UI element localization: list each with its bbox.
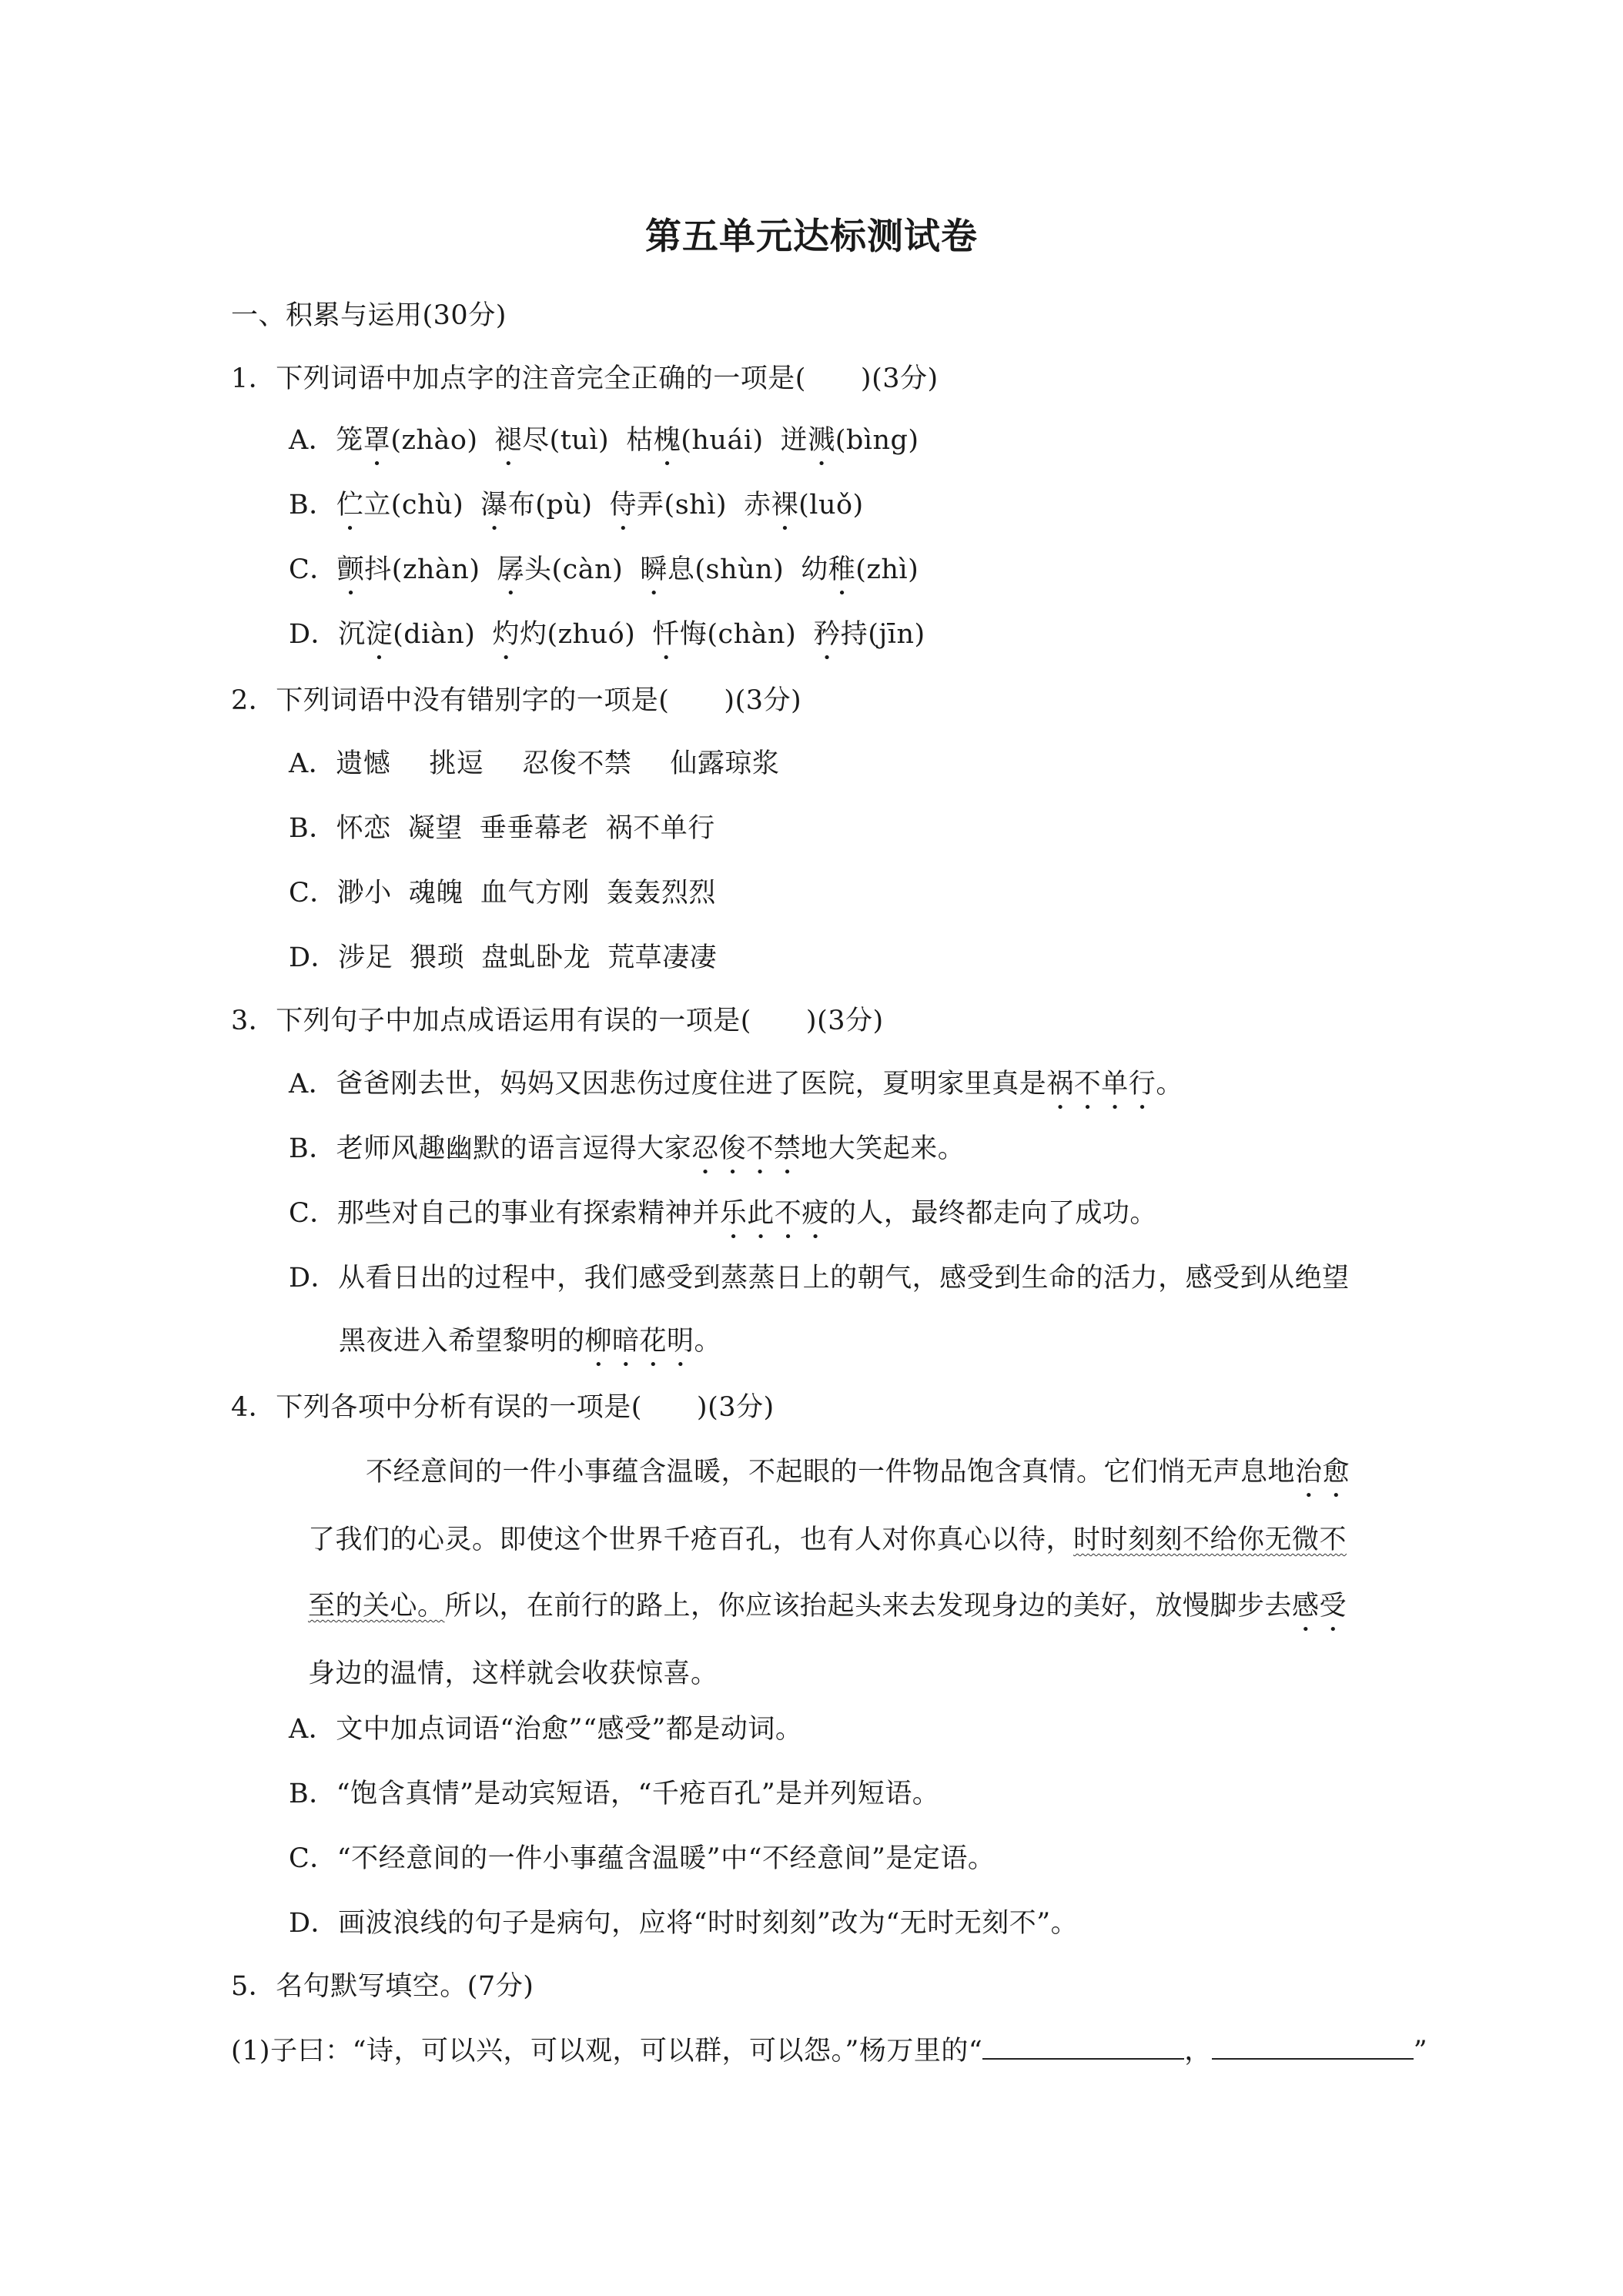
option-label: A． (289, 425, 336, 456)
option-label: D． (289, 619, 339, 650)
question-3-stem: 3．下列句子中加点成语运用有误的一项是( )(3分) (231, 1006, 884, 1036)
q1-option-c[interactable]: C．颤抖(zhàn) 孱头(càn) 瞬息(shùn) 幼稚(zhì) (289, 554, 919, 585)
wavy-underlined-sentence: 时时刻刻不给你无微不 (1073, 1525, 1347, 1555)
option-label: C． (289, 554, 337, 585)
q2-option-c[interactable]: C．渺小 魂魄 血气方刚 轰轰烈烈 (289, 878, 716, 909)
q3-option-b[interactable]: B．老师风趣幽默的语言逗得大家忍俊不禁地大笑起来。 (289, 1133, 965, 1164)
q4-option-b[interactable]: B．“饱含真情”是动宾短语，“千疮百孔”是并列短语。 (289, 1779, 940, 1809)
q4-option-a[interactable]: A．文中加点词语“治愈”“感受”都是动词。 (289, 1714, 803, 1745)
q4-passage-line-4: 身边的温情，这样就会收获惊喜。 (308, 1658, 718, 1689)
q2-option-b[interactable]: B．怀恋 凝望 垂垂幕老 祸不单行 (289, 813, 715, 844)
fill-blank-1[interactable] (982, 2035, 1184, 2060)
option-label: B． (289, 490, 336, 520)
q3-option-c[interactable]: C．那些对自己的事业有探索精神并乐此不疲的人，最终都走向了成功。 (289, 1198, 1157, 1229)
q3-option-d-continued: 黑夜进入希望黎明的柳暗花明。 (339, 1326, 722, 1357)
question-2-stem: 2．下列词语中没有错别字的一项是( )(3分) (231, 685, 802, 716)
question-4-stem: 4．下列各项中分析有误的一项是( )(3分) (231, 1392, 775, 1423)
q1-option-a[interactable]: A．笼罩(zhào) 褪尽(tuì) 枯槐(huái) 迸溅(bìng) (289, 425, 919, 456)
q4-passage-line-1: 不经意间的一件小事蕴含温暖，不起眼的一件物品饱含真情。它们悄无声息地治愈 (366, 1457, 1350, 1488)
q1-option-d[interactable]: D．沉淀(diàn) 灼灼(zhuó) 忏悔(chàn) 矜持(jīn) (289, 619, 925, 650)
fill-blank-2[interactable] (1212, 2035, 1414, 2060)
q3-option-d[interactable]: D．从看日出的过程中，我们感受到蒸蒸日上的朝气，感受到生命的活力，感受到从绝望 (289, 1263, 1350, 1294)
q1-option-b[interactable]: B．伫立(chù) 瀑布(pù) 侍弄(shì) 赤裸(luǒ) (289, 490, 864, 520)
q4-option-c[interactable]: C．“不经意间的一件小事蕴含温暖”中“不经意间”是定语。 (289, 1843, 996, 1874)
question-1-stem: 1．下列词语中加点字的注音完全正确的一项是( )(3分) (231, 363, 939, 394)
question-5-stem: 5．名句默写填空。(7分) (231, 1971, 534, 2002)
q3-option-a[interactable]: A．爸爸刚去世，妈妈又因悲伤过度住进了医院，夏明家里真是祸不单行。 (289, 1069, 1183, 1099)
page-title: 第五单元达标测试卷 (645, 216, 978, 258)
q2-option-d[interactable]: D．涉足 猥琐 盘虬卧龙 荒草凄凄 (289, 942, 718, 973)
q5-item-1: (1)子曰：“诗，可以兴，可以观，可以群，可以怨。”杨万里的“ ， ” (231, 2036, 1428, 2067)
q4-passage-line-2: 了我们的心灵。即使这个世界千疮百孔，也有人对你真心以待，时时刻刻不给你无微不 (308, 1525, 1347, 1555)
q4-passage-line-3: 至的关心。所以，在前行的路上，你应该抬起头来去发现身边的美好，放慢脚步去感受 (308, 1591, 1347, 1622)
q4-option-d[interactable]: D．画波浪线的句子是病句，应将“时时刻刻”改为“无时无刻不”。 (289, 1908, 1079, 1939)
q2-option-a[interactable]: A．遗憾 挑逗 忍俊不禁 仙露琼浆 (289, 748, 780, 779)
section-heading: 一、积累与运用(30分) (231, 300, 507, 331)
